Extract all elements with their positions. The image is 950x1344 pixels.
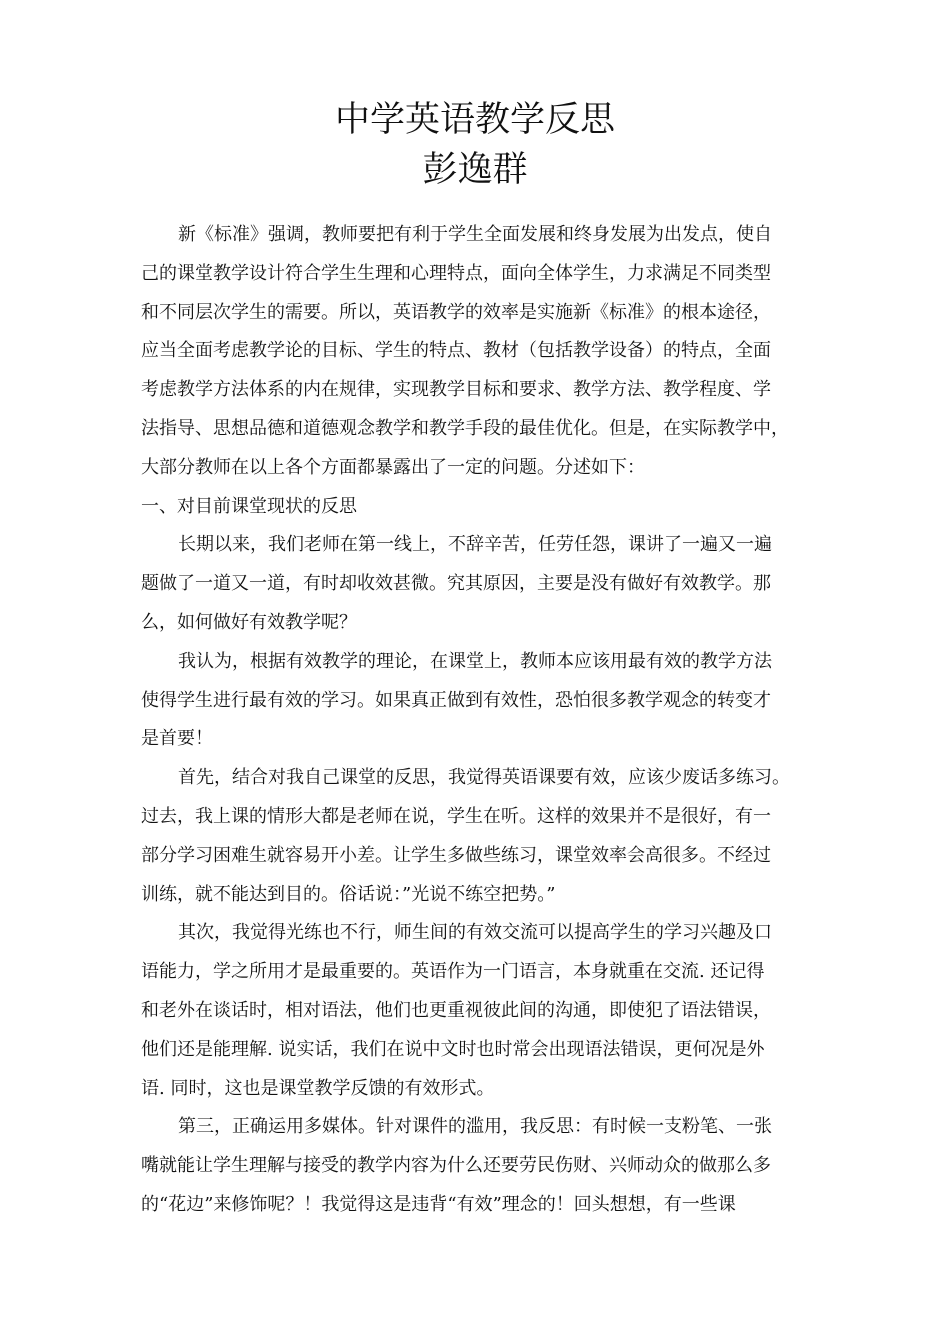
- text-line: 法指导、思想品德和道德观念教学和教学手段的最佳优化。但是，在实际教学中，: [141, 417, 789, 439]
- text-line: 他们还是能理解. 说实话，我们在说中文时也时常会出现语法错误，更何况是外: [141, 1038, 765, 1060]
- text-line: 长期以来，我们老师在第一线上，不辞辛苦，任劳任怨，课讲了一遍又一遍: [178, 534, 772, 556]
- text-line: 是首要！: [141, 728, 213, 750]
- text-line: 部分学习困难生就容易开小差。让学生多做些练习，课堂效率会高很多。不经过: [141, 844, 771, 866]
- text-line: 嘴就能让学生理解与接受的教学内容为什么还要劳民伤财、兴师动众的做那么多: [141, 1155, 771, 1177]
- document-body: [141, 216, 831, 1225]
- text-line: 题做了一道又一道，有时却收效甚微。究其原因，主要是没有做好有效教学。那: [141, 573, 771, 595]
- text-line: 的“花边”来修饰呢？！我觉得这是违背“有效”理念的！回头想想，有一些课: [141, 1193, 736, 1215]
- document-author: 彭逸群: [422, 150, 528, 190]
- text-line: 我认为，根据有效教学的理论，在课堂上，教师本应该用最有效的教学方法: [178, 650, 772, 672]
- text-line: 过去，我上课的情形大都是老师在说，学生在听。这样的效果并不是很好，有一: [141, 805, 771, 827]
- text-line: 己的课堂教学设计符合学生生理和心理特点，面向全体学生，力求满足不同类型: [141, 262, 771, 284]
- document-title: 中学英语教学反思: [334, 100, 615, 140]
- text-line: 应当全面考虑教学论的目标、学生的特点、教材（包括教学设备）的特点，全面: [141, 340, 771, 362]
- text-line: 首先，结合对我自己课堂的反思，我觉得英语课要有效，应该少废话多练习。: [178, 767, 790, 789]
- text-line: 考虑教学方法体系的内在规律，实现教学目标和要求、教学方法、教学程度、学: [141, 379, 771, 401]
- text-line: 语. 同时，这也是课堂教学反馈的有效形式。: [141, 1077, 495, 1099]
- text-line: 使得学生进行最有效的学习。如果真正做到有效性，恐怕很多教学观念的转变才: [141, 689, 771, 711]
- text-line: 训练，就不能达到目的。俗话说：”光说不练空把势。”: [141, 883, 556, 905]
- text-line: 第三，正确运用多媒体。针对课件的滥用，我反思：有时候一支粉笔、一张: [178, 1116, 772, 1138]
- section-heading: 一、对目前课堂现状的反思: [141, 495, 357, 517]
- text-line: 和老外在谈话时，相对语法，他们也更重视彼此间的沟通，即使犯了语法错误，: [141, 999, 771, 1021]
- text-line: 其次，我觉得光练也不行，师生间的有效交流可以提高学生的学习兴趣及口: [178, 922, 772, 944]
- text-line: 和不同层次学生的需要。所以，英语教学的效率是实施新《标准》的根本途径，: [141, 301, 771, 323]
- text-line: 么，如何做好有效教学呢？: [141, 611, 357, 633]
- text-line: 语能力，学之所用才是最重要的。英语作为一门语言，本身就重在交流. 还记得: [141, 961, 765, 983]
- text-line: 大部分教师在以上各个方面都暴露出了一定的问题。分述如下：: [141, 456, 645, 478]
- text-line: 新《标准》强调，教师要把有利于学生全面发展和终身发展为出发点，使自: [178, 224, 772, 245]
